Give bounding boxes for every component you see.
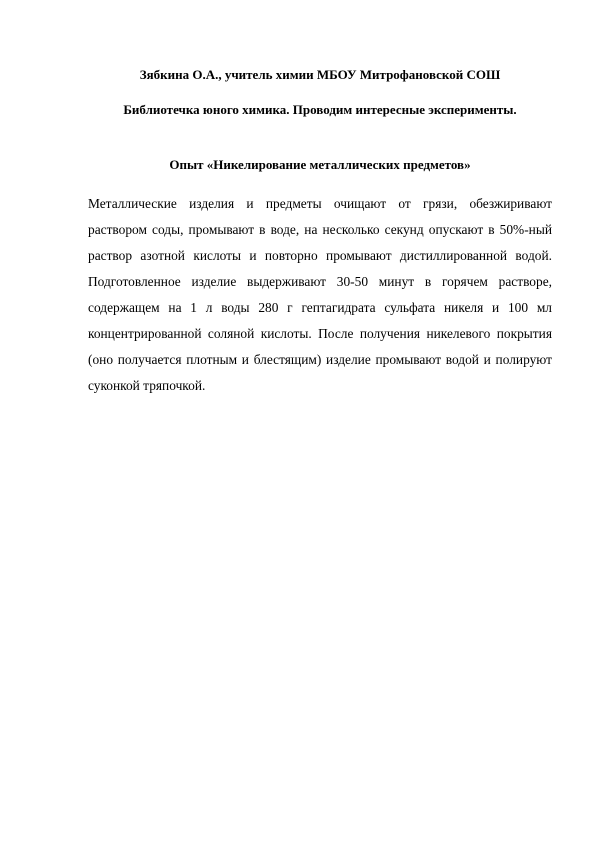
experiment-title: Опыт «Никелирование металлических предметов»	[169, 157, 471, 172]
body-line: суконкой тряпочкой.	[88, 378, 206, 393]
experiment-description	[88, 191, 552, 399]
body-line: содержащем на 1 л воды 280 г гептагидрата сульфата никеля и 100 мл	[88, 300, 552, 315]
body-line: раствор азотной кислоты и повторно промывают дистиллированной водой.	[88, 248, 552, 263]
body-line: Металлические изделия и предметы очищают от грязи, обезжиривают	[88, 196, 552, 211]
body-line: концентрированной соляной кислоты. После получения никелевого покрытия	[88, 326, 552, 341]
body-line: (оно получается плотным и блестящим) изделие промывают водой и полируют	[88, 352, 552, 367]
body-line: Подготовленное изделие выдерживают 30-50 минут в горячем растворе,	[88, 274, 552, 289]
body-line: раствором соды, промывают в воде, на несколько секунд опускают в 50%-ный	[88, 222, 552, 237]
author-line: Зябкина О.А., учитель химии МБОУ Митрофановской СОШ	[139, 67, 501, 82]
series-line: Библиотечка юного химика. Проводим интересные эксперименты.	[123, 102, 517, 117]
